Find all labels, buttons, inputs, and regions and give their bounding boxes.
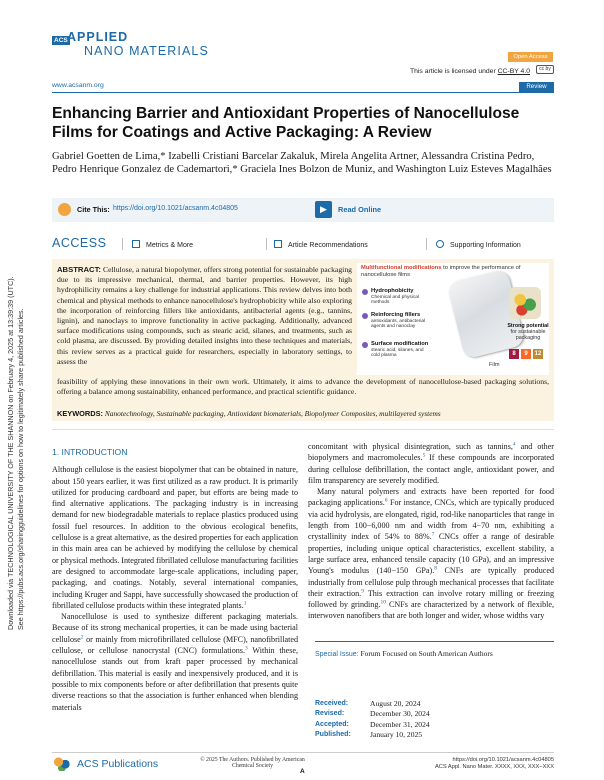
download-note-line2: See https://pubs.acs.org/sharingguidelines for options on how to legitimately share published articles. — [16, 308, 25, 630]
paragraph-text: For instance, CNCs, which are typically produced via acid hydrolysis, are elongated, rigid, rod-like nanoparticles that range in length from 100−6,000 nm and width from 4−70 nm, exhibiting a crystallinity index of 54% to 88%. — [308, 498, 555, 542]
cite-icon — [58, 203, 71, 216]
footer-journal-citation: ACS Appl. Nano Mater. XXXX, XXX, XXX−XXX — [434, 764, 554, 770]
access-heading: ACCESS — [52, 236, 107, 250]
toc-item-sub: stearic acid, silanes, and cold plasma — [371, 348, 424, 359]
supporting-info-link[interactable] — [436, 240, 521, 249]
journal-name-line2: NANO MATERIALS — [84, 44, 209, 58]
sdg-9-icon: 9 — [521, 349, 531, 359]
date-value: December 30, 2024 — [370, 709, 430, 719]
citation-ref[interactable]: 8 — [434, 565, 437, 572]
article-title: Enhancing Barrier and Antioxidant Properties of Nanocellulose Films for Coatings and Active Packaging: A Review — [52, 105, 520, 141]
footer-divider — [52, 752, 554, 753]
special-issue-note — [315, 641, 554, 660]
toc-item-label: Reinforcing fillers — [371, 312, 421, 318]
citation-ref[interactable]: 5 — [422, 452, 426, 459]
paragraph-text: This extraction can involve rotary milling or freezing followed by grinding. — [308, 588, 554, 610]
date-value: August 20, 2024 — [370, 699, 421, 708]
acs-publications-logo[interactable] — [52, 756, 192, 772]
footer-doi-link[interactable]: https://doi.org/10.1021/acsanm.4c04805 — [452, 757, 554, 763]
acs-logo-icon — [52, 756, 74, 771]
access-bar — [52, 236, 554, 253]
citation-ref[interactable]: 3 — [244, 645, 248, 652]
paragraph-text: If these compounds are incorporated during cellulose defibrillation, the contact angle, antioxidant power, and film transparency are severely modified. — [308, 453, 554, 485]
paragraph-text: concomitant with physical disintegration, such as tannins, — [308, 442, 513, 451]
citation-ref[interactable]: 4 — [512, 441, 516, 448]
citation-ref[interactable]: 9 — [361, 588, 364, 595]
acs-badge: ACS — [54, 37, 68, 44]
paragraph — [308, 441, 554, 486]
body-column-right — [308, 441, 554, 622]
paragraph — [308, 486, 554, 622]
recommendations-link[interactable] — [274, 240, 368, 249]
date-row — [315, 720, 554, 730]
author-list: Gabriel Goetten de Lima,* Izabelli Cristiani Barcelar Zakaluk, Mirela Angelita Artner, Alessandra Cristina Pedro, Pedro Henrique Gonzalez de Cademartori,* Graciela Ines Bolzon de Muniz, and Washington Luiz Esteves Magalhães — [52, 151, 552, 176]
journal-logo[interactable] — [52, 30, 252, 60]
article-type-badge: Review — [519, 82, 554, 92]
paragraph — [52, 464, 298, 611]
date-row — [315, 730, 554, 740]
footer-citation — [400, 757, 554, 771]
abstract-divider — [52, 429, 554, 430]
access-divider — [266, 238, 267, 250]
special-issue-label: Special Issue: — [315, 651, 359, 658]
cite-label: Cite This: — [77, 205, 110, 214]
sdg-12-icon: 12 — [534, 351, 542, 357]
publisher-name: ACS Publications — [77, 758, 159, 770]
read-online-button[interactable] — [315, 198, 405, 222]
abstract-continuation: feasibility of applying these innovations in their own work. Ultimately, it aims to advance the development of nanocellulose-based packaging solutions, offering a balance among sustainability, enhanced performance, and practical scientific guidance. — [57, 377, 549, 397]
toc-item-sub: Chemical and physical methods — [371, 295, 419, 306]
metrics-link[interactable] — [132, 240, 193, 249]
read-online-icon: ▶ — [315, 201, 332, 218]
metrics-icon — [132, 240, 140, 248]
toc-strong-bold: Strong potential — [507, 323, 549, 329]
header-divider — [52, 92, 554, 93]
paragraph-text: CNCs offer a range of desirable properties, including unique optical characteristics, excellent stability, a large surface area, enhanced tensile capacity (10 GPa), and an impressive Young's modulus (140−150 GPa). — [308, 532, 554, 576]
toc-graphic — [357, 263, 549, 375]
keywords-list: Nanotechnology, Sustainable packaging, Antioxidant biomaterials, Biopolymer Composites, multilayered systems — [104, 409, 441, 418]
toc-strong-potential — [507, 323, 549, 342]
citation-ref[interactable]: 2 — [80, 634, 84, 641]
metrics-label: Metrics & More — [146, 242, 194, 249]
paragraph-text: CNFs are characterized by a network of flexible, interwoven nanofibers that are both longer and wider, whose widths vary — [308, 600, 554, 621]
toc-item-label: Hydrophobicity — [371, 288, 414, 294]
citation-ref[interactable]: 6 — [384, 497, 388, 504]
license-link[interactable]: CC-BY 4.0 — [497, 68, 530, 75]
packaged-food-image — [509, 287, 541, 319]
toc-item-label: Surface modification — [371, 341, 429, 347]
paragraph-text: or mainly from microfibrillated cellulose (MFC), nanofibrillated cellulose, or cellulose nanocrystal (CNC) formulations. — [52, 634, 298, 656]
body-column-left — [52, 447, 298, 713]
paragraph-text: and other biopolymers and macromolecules. — [308, 442, 554, 463]
abstract-body: Cellulose, a natural biopolymer, offers strong potential for sustainable packaging due to its impressive mechanical, thermal, and barrier properties. However, its high hydrophilicity remains a key challenge for industrial applications. This review delves into both chemical and physical methods to enhance nanocellulose's hydrophobicity while also exploring the incorporation of reinforcing fillers like antioxidants, antibacterial agents (e.g., tannins, lignin), and nanoclays to improve functionality in active packaging. Additionally, advanced surface modifications using compounds, such as stearic acid, silanes, and treatments, such as cold plasma, are discussed. By providing detailed insights into these techniques and materials, this review serves as a practical guide for researchers, especially in laboratory settings, to assess the — [57, 265, 353, 366]
access-divider — [426, 238, 427, 250]
cc-by-icon: cc by — [536, 65, 554, 74]
download-note-line1: Downloaded via TECHNOLOGICAL UNIVERSITY OF THE SHANNON on February 4, 2025 at 13:39:39 (UTC). — [6, 276, 15, 630]
date-label: Accepted: — [315, 720, 349, 728]
license-text: This article is licensed under — [409, 68, 496, 75]
citation-ref[interactable]: 7 — [431, 531, 435, 538]
journal-website-link[interactable]: www.acsanm.org — [52, 82, 104, 89]
toc-bullet-icon — [362, 342, 368, 348]
cite-doi-link[interactable]: https://doi.org/10.1021/acsanm.4c04805 — [113, 205, 238, 212]
keywords — [57, 409, 549, 418]
abstract-label: ABSTRACT: — [57, 265, 101, 274]
date-label: Revised: — [315, 710, 345, 718]
paragraph-text: CNFs are typically produced industrially from cellulose pulp through mechanical processes that facilitate their extraction. — [308, 566, 554, 598]
section-heading: 1. INTRODUCTION — [52, 447, 128, 457]
page-number: A — [300, 768, 305, 775]
supporting-info-icon — [436, 240, 444, 248]
journal-name-line1: APPLIED — [67, 30, 129, 44]
toc-bullet-icon — [362, 313, 368, 319]
recommendations-label: Article Recommendations — [288, 242, 368, 249]
toc-item-sub: antioxidants, antibacterial agents and nanoclay — [371, 319, 426, 330]
toc-title-highlight: Multifunctional modifications — [361, 265, 442, 271]
open-access-badge: Open Access — [508, 52, 553, 62]
film-label: Film — [489, 362, 500, 368]
copyright-notice: © 2025 The Authors. Published by American Chemical Society — [200, 757, 305, 770]
date-label: Published: — [315, 731, 351, 739]
special-issue-text: Forum Focused on South American Authors — [360, 649, 493, 658]
sdg-8-icon: 8 — [509, 349, 519, 359]
toc-bullet-icon — [362, 289, 368, 295]
date-row — [315, 699, 554, 709]
abstract-box — [52, 259, 554, 421]
abstract-text — [57, 265, 352, 367]
date-value: December 31, 2024 — [370, 719, 430, 729]
paragraph-text: Many natural polymers and extracts have been reported for food packaging applications. — [308, 487, 554, 508]
citation-ref[interactable]: 10 — [380, 599, 386, 606]
date-label: Received: — [315, 700, 349, 707]
toc-title-rest: to improve the performance of nanocellulose films — [361, 265, 521, 278]
supporting-info-label: Supporting Information — [450, 242, 521, 249]
paragraph-text: Although cellulose is the easiest biopolymer that can be obtained in nature, about 150 years earlier, it was first utilized as a raw product. It is primarily utilized for producing cardboard and paper, but efforts are being made to find alternative applications. The packaging industry is in increasing demand for new biodegradable materials to replace plastics produced using fossil fuel resources. In addition to the obvious ecological benefits, cellulose is a great alternative, as the desired properties for each application in this main area can be achieved by modifying the cellulose by chemical or physical methods. Integrated fibrillated cellulose manufacturing facilities are designed to accommodate large-scale applications, including paper, packaging, and coatings. Notably, several international companies, including Kruger and Sappi, have successfully showcased the production of fibrillated cellulose products within these integrated plants. — [52, 465, 298, 610]
toc-strong-rest: for sustainable packaging — [510, 329, 546, 342]
recommendations-icon — [274, 240, 282, 248]
date-row — [315, 709, 554, 719]
license-statement — [330, 68, 530, 75]
access-divider — [122, 238, 123, 250]
date-value: January 10, 2025 — [370, 730, 423, 740]
paragraph — [52, 611, 298, 713]
cite-bar — [52, 198, 554, 222]
paragraph-text: Nanocellulose is used to synthesize different packaging materials. Because of its strong mechanical properties, it can be made using bacterial cellulose — [52, 612, 298, 644]
paragraph-text: Within these, nanocellulose stands out from kraft paper processed by mechanical defibrillation. This material is easily and inexpensively produced, and it is possible to mix components before or after defibrillation that presents quite diverse reactions so that the association is further enhanced when blending materials — [52, 646, 298, 712]
citation-ref[interactable]: 1 — [243, 600, 247, 607]
download-note — [2, 210, 28, 630]
keywords-label: KEYWORDS: — [57, 409, 103, 418]
publication-dates — [315, 699, 554, 741]
read-online-label: Read Online — [338, 205, 382, 214]
